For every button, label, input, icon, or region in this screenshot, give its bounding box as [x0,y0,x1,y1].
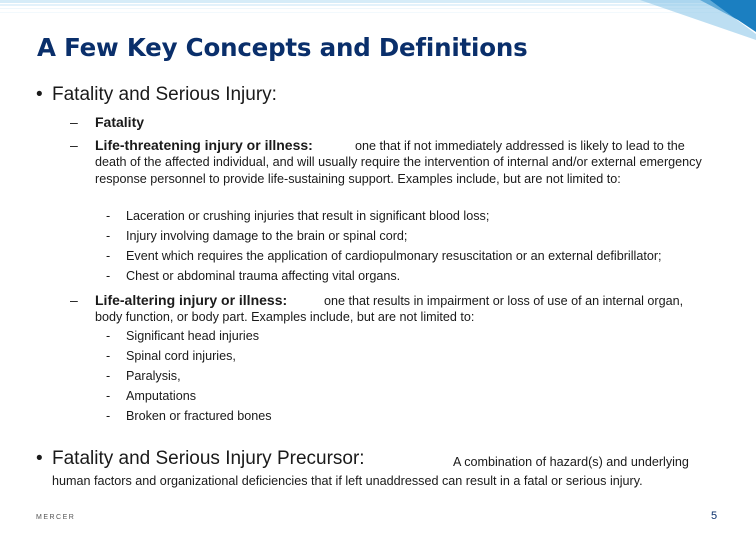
bullet-precursor-heading: Fatality and Serious Injury Precursor: [52,448,365,469]
slide-title: A Few Key Concepts and Definitions [37,33,528,62]
example-dash: - [106,409,111,423]
example-dash: - [106,369,111,383]
life-altering-body: body function, or body part. Examples include, but are not limited to: [95,310,475,324]
example-item: Paralysis, [126,369,181,383]
bullet-marker: • [36,448,43,469]
life-altering-label: Life-altering injury or illness: [95,292,288,308]
life-threatening-label: Life-threatening injury or illness: [95,137,313,153]
example-item: Laceration or crushing injuries that result in significant blood loss; [126,209,490,223]
example-dash: - [106,269,111,283]
page-number: 5 [711,510,718,522]
example-dash: - [106,249,111,263]
life-altering-lead: one that results in impairment or loss of use of an internal organ, [324,294,684,308]
bullet-marker: • [36,84,43,105]
example-item: Spinal cord injuries, [126,349,236,363]
example-item: Broken or fractured bones [126,409,272,423]
mercer-logo: MERCER [36,514,76,521]
example-item: Significant head injuries [126,329,260,343]
example-item: Amputations [126,389,197,403]
example-dash: - [106,329,111,343]
header-band-stripes [0,0,756,13]
life-threatening-lead: one that if not immediately addressed is likely to lead to the [355,139,685,153]
precursor-lead: A combination of hazard(s) and underlying [453,455,689,469]
sub-dash: – [70,137,78,153]
sub-dash: – [70,114,78,130]
example-item: Event which requires the application of cardiopulmonary resuscitation or an external defibrillator; [126,249,662,263]
bullet-fsi-heading: Fatality and Serious Injury: [52,84,277,105]
sub-dash: – [70,292,78,308]
example-dash: - [106,229,111,243]
example-item: Chest or abdominal trauma affecting vital organs. [126,269,401,283]
example-dash: - [106,209,111,223]
life-threatening-body: death of the affected individual, and will usually require the intervention of internal and/or external emergency response personnel to provide life-sustaining support. Examples include, but are not limited to: [95,155,702,186]
example-item: Injury involving damage to the brain or spinal cord; [126,229,408,243]
precursor-body: human factors and organizational deficiencies that if left unaddressed can result in a fatal or serious injury. [52,474,643,488]
fatality-label: Fatality [95,114,145,130]
example-dash: - [106,389,111,403]
example-dash: - [106,349,111,363]
